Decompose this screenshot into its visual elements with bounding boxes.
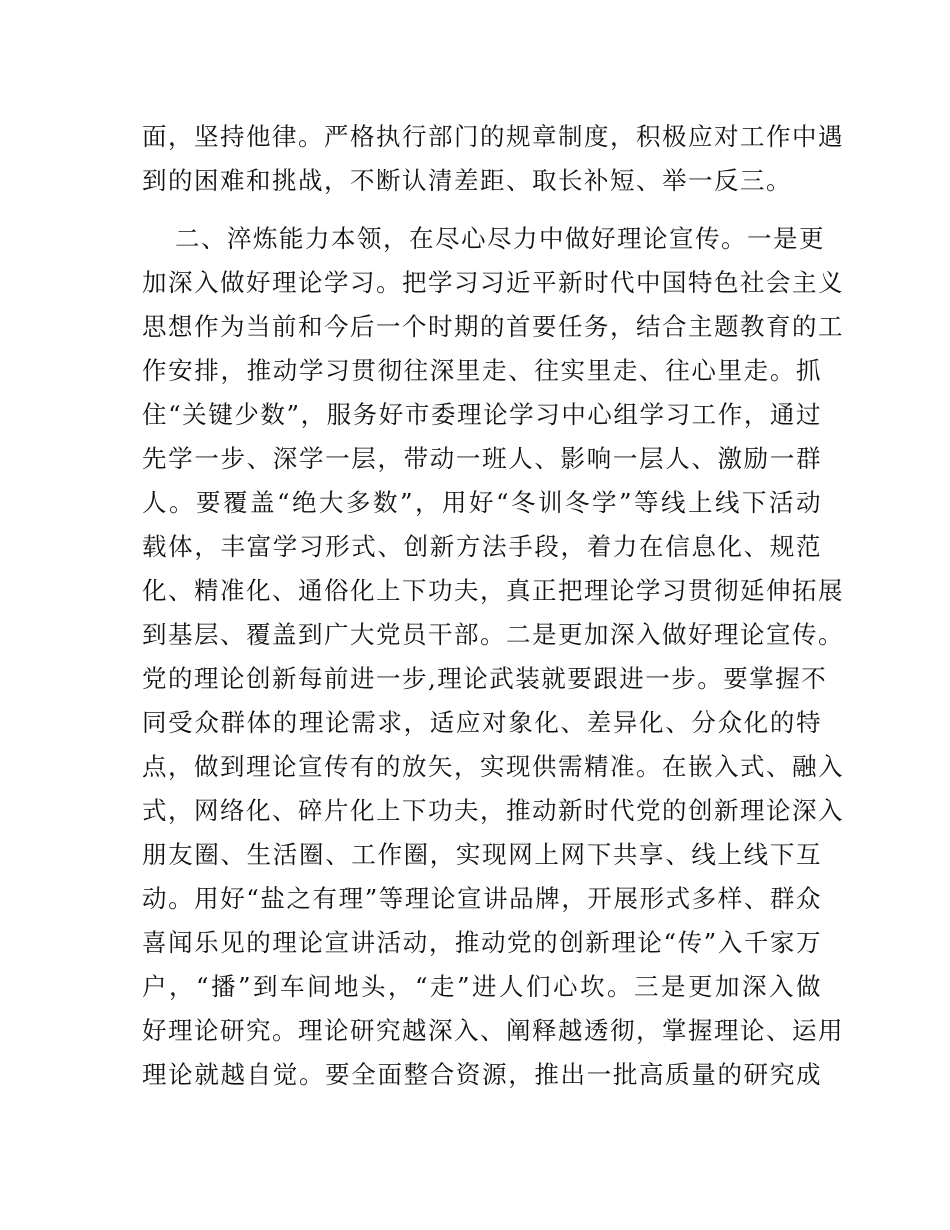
text-line: 载体，丰富学习形式、创新方法手段，着力在信息化、规范 [142, 532, 822, 561]
text-line: 化、精准化、通俗化上下功夫，真正把理论学习贯彻延伸拓展 [142, 576, 844, 605]
text-line: 朋友圈、生活圈、工作圈，实现网上网下共享、线上线下互 [142, 840, 822, 869]
text-line: 到基层、覆盖到广大党员干部。二是更加深入做好理论宣传。 [142, 620, 844, 649]
text-line: 作安排，推动学习贯彻往深里走、往实里走、往心里走。抓 [142, 356, 822, 385]
text-line: 加深入做好理论学习。把学习习近平新时代中国特色社会主义 [142, 268, 844, 297]
text-line: 动。用好“盐之有理”等理论宣讲品牌，开展形式多样、群众 [142, 884, 822, 913]
text-line: 点，做到理论宣传有的放矢，实现供需精准。在嵌入式、融入 [142, 752, 844, 781]
text-line: 理论就越自觉。要全面整合资源，推出一批高质量的研究成 [142, 1060, 822, 1089]
text-line: 式，网络化、碎片化上下功夫，推动新时代党的创新理论深入 [142, 796, 844, 825]
text-line: 住“关键少数”，服务好市委理论学习中心组学习工作，通过 [142, 400, 822, 429]
text-line: 思想作为当前和今后一个时期的首要任务，结合主题教育的工 [142, 312, 844, 341]
text-line: 面，坚持他律。严格执行部门的规章制度，积极应对工作中遇 [142, 122, 844, 151]
text-line: 党的理论创新每前进一步,理论武装就要跟进一步。要掌握不 [142, 664, 828, 693]
text-line: 同受众群体的理论需求，适应对象化、差异化、分众化的特 [142, 708, 822, 737]
paragraph-first-line: 二、淬炼能力本领，在尽心尽力中做好理论宣传。一是更 [175, 224, 825, 253]
text-line: 人。要覆盖“绝大多数”，用好“冬训冬学”等线上线下活动 [142, 488, 822, 517]
text-line: 到的困难和挑战，不断认清差距、取长补短、举一反三。 [142, 166, 792, 195]
text-line: 喜闻乐见的理论宣讲活动，推动党的创新理论“传”入千家万 [142, 928, 822, 957]
text-line: 户，“播”到车间地头，“走”进人们心坎。三是更加深入做 [142, 972, 822, 1001]
text-line: 先学一步、深学一层，带动一班人、影响一层人、激励一群 [142, 444, 822, 473]
text-line: 好理论研究。理论研究越深入、阐释越透彻，掌握理论、运用 [142, 1016, 844, 1045]
